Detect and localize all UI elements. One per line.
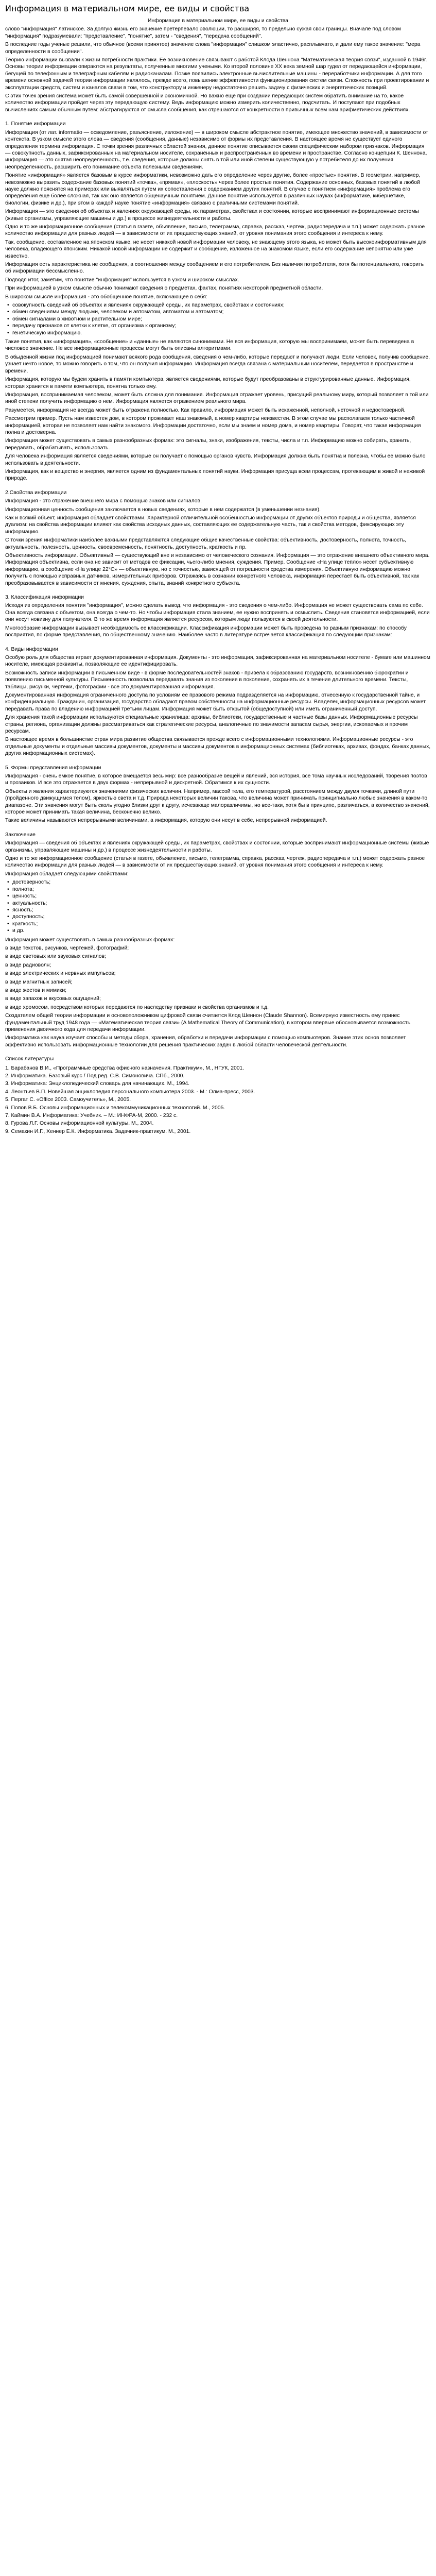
paragraph: Объективность информации. Объективный — существующий вне и независимо от человеческого сознания. Информация — это отражение внешнего объективного мира. Информация объективна, если она не зависит от методов ее фиксации, чьего-либо мнения, суждения. Пример. Сообщение «На улице тепло» несет субъективную информацию, а сообщение «На улице 22°С» — объективную, но с точностью, зависящей от погрешности средства измерения. Объективную информацию можно получить с помощью исправных датчиков, измерительных приборов. Отражаясь в сознании конкретного человека, информация перестает быть объективной, так как преобразовывается в зависимости от мнения, суждения, опыта, знаний конкретного субъекта. (5, 553, 430, 586)
list-item: • актуальность; (13, 900, 431, 907)
intro-section (5, 26, 431, 113)
section-heading: 4. Виды информации (5, 646, 58, 652)
paragraph: Для человека информация является сведениями, которые он получает с помощью органов чувств. Информация должна быть понятна и полезна, чтобы ее можно было использовать в деятельности. (5, 453, 426, 466)
paragraph: Как и всякий объект, информация обладает свойствами. Характерной отличительной особенностью информации от других объектов природы и общества, является дуализм: на свойства информации влияют как свойства исходных данных, составляющих ее содержательную часть, так и свойства методов, фиксирующих эту информацию. (5, 515, 416, 535)
paragraph: Возможность записи информации в письменном виде - в форме последовательностей знаков - привела к образованию государств, возникновению бюрократии и появлению письменной культуры. Письменность позволила передавать знания из поколения в поколение, сохранять их в течение длительного времени. Тексты, таблицы, рисунки, чертежи, фотографии - все это документированная информация. (5, 670, 409, 690)
list-item: • ясность; (13, 907, 431, 913)
paragraph: Документированная информация ограниченного доступа по условиям ее правового режима подразделяется на информацию, отнесенную к государственной тайне, и конфиденциальную. Гражданин, организация, государство обладают правом собственности на информационные ресурсы. Владелец информационных ресурсов может передавать права по владению информацией третьим лицам. Информация может быть открытой (общедоступной) или иметь ограниченный доступ. (5, 692, 426, 712)
paragraph: в виде радиоволн; (5, 962, 51, 968)
paragraph: в виде жестов и мимики; (5, 987, 67, 993)
section-properties (5, 489, 431, 587)
section-heading: 1. Понятие информации (5, 121, 66, 127)
paragraph: Информация может существовать в самых разнообразных формах: (5, 937, 175, 943)
paragraph: Одно и то же информационное сообщение (статья в газете, объявление, письмо, телеграмма, справка, рассказ, чертеж, радиопередача и т.п.) может содержать разное количество информации для разных людей — в зависимости от их предшествующих знаний, от уровня понимания этого сообщения и интереса к нему. (5, 856, 425, 869)
section-heading: 2.Свойства информации (5, 489, 67, 496)
reference-item: 6. Попов В.Б. Основы информационных и телекоммуникационных технологий. М., 2005. (5, 1105, 225, 1111)
list-item: • краткость; (13, 921, 431, 927)
section-concept (5, 121, 431, 482)
paragraph: Многообразие информации вызывает необходимость ее классификации. Классификация информации может быть проведена по разным признакам: по способу восприятия, по форме представления, по общественному значению. Наиболее часто в литературе встречается классификация по следующим признакам: (5, 625, 407, 638)
list-item: • ценность; (13, 893, 431, 900)
references-list (5, 1065, 431, 1136)
list-item: • совокупность сведений об объектах и явлениях окружающей среды, их параметрах, свойствах и состояниях; (13, 302, 431, 309)
paragraph: Подводя итог, заметим, что понятие "информация" используется в узком и широком смыслах. (5, 277, 239, 283)
list-item: • обмен сигналами в животном и растительном мире; (13, 316, 431, 323)
concept-list (5, 302, 431, 336)
reference-item: 7. Каймин В.А. Информатика: Учебник. – М.: ИНФРА-М, 2000. - 232 с. (5, 1113, 178, 1119)
list-item: • доступность; (13, 913, 431, 920)
paragraph: в виде магнитных записей; (5, 979, 73, 985)
paragraph: Информация обладает следующими свойствами: (5, 871, 129, 877)
section-types (5, 646, 431, 757)
paragraph: Информация, воспринимаемая человеком, может быть сложна для понимания. Информация отражает уровень, присущий реальному миру, который позволяет в той или иной степени получить информацию о нем. Информация является отражением реального мира. (5, 392, 429, 405)
paragraph: Исходя из определения понятия "информация", можно сделать вывод, что информация - это сведения о чем-либо. Информация не может существовать сама по себе. Она всегда связана с объектом, она всегда о чем-то. Но чтобы информация стала знанием, ее нужно воспринять и осмыслить. Сведения становятся информацией, если они несут новизну для получателя. В то же время информация является ресурсом, которым люди пользуются в своей деятельности. (5, 603, 430, 623)
paragraph: Разумеется, информация не всегда может быть отражена полностью. Как правило, информация может быть искаженной, неполной, неточной и недостоверной. (5, 407, 406, 413)
intro-paragraph: слово "информация" латинское. За долгую жизнь его значение претерпевало эволюции, то расширяя, то предельно сужая свои границы. Вначале под словом "информация" подразумевали: "представление", "понятие", затем - "сведения", "передача сообщений". (5, 26, 401, 39)
paragraph: Такие величины называются непрерывными величинами, а информация, которую они несут в себе, непрерывной информацией. (5, 818, 327, 824)
paragraph: Информация - очень емкое понятие, в которое вмещается весь мир: все разнообразие вещей и явлений, вся история, все тома научных исследований, творения поэтов и прозаиков. И все это отражается в двух формах - непрерывной и дискретной. Обратимся к их сущности. (5, 773, 427, 786)
paragraph: в виде световых или звуковых сигналов; (5, 954, 106, 960)
section-references (5, 1056, 431, 1135)
paragraph: Такие понятия, как «информация», «сообщение» и «данные» не являются синонимами. Не вся информация, которую мы воспринимаем, может быть переведена в числовое значение. Не все информационные процессы могут быть описаны алгоритмами. (5, 339, 414, 352)
reference-item: 1. Барабанов В.И., «Программные средства офисного назначения. Практикум», М., НГУК, 2001. (5, 1065, 245, 1071)
paragraph: в виде хромосом, посредством которых передаются по наследству признаки и свойства организмов и т.д. (5, 1004, 269, 1010)
paragraph: Для хранения такой информации используются специальные хранилища: архивы, библиотеки, государственные и частные базы данных. Информационные ресурсы страны, региона, организации должны рассматриваться как стратегические ресурсы, аналогичные по значимости запасам сырья, энергии, ископаемых и прочим ресурсам. (5, 715, 418, 734)
reference-item: 3. Информатика: Энциклопедический словарь для начинающих. М., 1994. (5, 1081, 190, 1087)
paragraph: При информацией в узком смысле обычно понимают сведения о предметах, фактах, понятиях некоторой предметной области. (5, 285, 323, 292)
reference-item: 2. Информатика. Базовый курс / Под ред. С.В. Симоновича. СПб., 2000. (5, 1073, 185, 1079)
list-item: • генетическую информацию. (13, 330, 431, 336)
paragraph: Особую роль для общества играет документированная информация. Документы - это информация, зафиксированная на материальном носителе - бумаге или машинном носителе, имеющая реквизиты, позволяющие ее идентифицировать. (5, 654, 430, 668)
paragraph: Информация есть характеристика не сообщения, а соотношения между сообщением и его потребителем. Без наличия потребителя, хотя бы потенциального, говорить об информации бессмысленно. (5, 262, 424, 275)
reference-item: 8. Гурова Л.Г. Основы информационной культуры. М., 2004. (5, 1121, 154, 1127)
section-forms (5, 765, 431, 824)
document (0, 0, 436, 1146)
paragraph: Информация — сведения об объектах и явлениях окружающей среды, их параметрах, свойствах и состоянии, которые воспринимают информационные системы (живые организмы, управляющие машины и др.) в процессе жизнедеятельности и работы. (5, 840, 429, 853)
paragraph: В настоящее время в большинстве стран мира развитие общества связывается прежде всего с информационными технологиями. Информационные ресурсы - это отдельные документы и отдельные массивы документов, документы и массивы документов в информационных системах (библиотеках, архивах, фондах, банках данных, других информационных системах). (5, 737, 431, 757)
paragraph: Информация (от лат. informatio — осведомление, разъяснение, изложение) — в широком смысле абстрактное понятие, имеющее множество значений, в зависимости от контекста. В узком смысле этого слова — сведения (сообщения, данные) независимо от формы их представления. В настоящее время не существует единого определения термина информация. С точки зрения различных областей знания, данное понятие описывается своим специфическим набором признаков. Информация — совокупность данных, зафиксированных на материальном носителе, сохранённых и распространённых во времени и пространстве. Согласно концепции К. Шеннона, информация — это снятая неопределенность, т.е. сведения, которые должны снять в той или иной степени существующую у потребителя до их получения неопределенность, расширить его понимание объекта полезными сведениями. (5, 129, 428, 170)
list-item: • и др. (13, 927, 431, 934)
reference-item: 4. Леонтьев В.П. Новейшая энциклопедия персонального компьютера 2003. - М.: Олма-пресс, 2003. (5, 1089, 255, 1095)
paragraph: Информация - это отражение внешнего мира с помощью знаков или сигналов. (5, 498, 202, 504)
section-heading: Заключение (5, 832, 36, 838)
paragraph: Объекты и явления характеризуются значениями физических величин. Например, массой тела, его температурой, расстоянием между двумя точками, длиной пути (пройденного движущимся телом), яркостью света и т.д. Природа некоторых величин такова, что величина может принимать принципиально любые значения в каком-то диапазоне. Эти значения могут быть сколь угодно близки друг к другу, исчезающе малоразличимы, но все-таки, хотя бы в принципе, различаться, а количество значений, которое может принимать такая величина, бесконечно велико. (5, 788, 430, 816)
paragraph: В обыденной жизни под информацией понимают всякого рода сообщения, сведения о чем-либо, которые передают и получают люди. Если человек, получив сообщение, узнает нечто новое, то можно говорить о том, что он получил информацию. Информация всегда связана с материальным носителем, передается в пространстве и времени. (5, 354, 430, 374)
intro-paragraph: С этих точек зрения система может быть самой совершенной и экономичной. Но важно еще при создании передающих систем обратить внимание на то, какое количество информации пройдет через эту передающую систему. Ведь информацию можно измерить количественно, подсчитать. И поступают при подобных вычислениях самым обычным путем: абстрагируются от смысла сообщения, как отрешаются от конкретности в привычных всем нам арифметических действиях. (5, 93, 410, 113)
paragraph: С точки зрения информатики наиболее важными представляются следующие общие качественные свойства: объективность, достоверность, полнота, точность, актуальность, полезность, ценность, своевременность, понятность, доступность, краткость и пр. (5, 537, 406, 550)
paragraph: в виде электрических и нервных импульсов; (5, 971, 116, 977)
section-conclusion (5, 832, 431, 1048)
section-heading: 3. Классификация информации (5, 595, 84, 601)
paragraph: Так, сообщение, составленное на японском языке, не несет никакой новой информации человеку, не знающему этого языка, но может быть высокоинформативным для человека, владеющего японским. Никакой новой информации не содержит и сообщение, изложенное на знакомом языке, если его содержание непонятно или уже известно. (5, 239, 427, 259)
subtitle: Информация в материальном мире, ее виды и свойства (148, 18, 288, 24)
reference-item: 5. Пергат С. «Office 2003. Самоучитель», М., 2005. (5, 1097, 131, 1103)
properties-list (5, 879, 431, 934)
intro-paragraph: В последние годы ученые решили, что обычное (всеми принятое) значение слова "информация" слишком эластично, расплывчато, и дали ему такое значение: "мера определенности в сообщении". (5, 42, 421, 55)
paragraph: Одно и то же информационное сообщение (статья в газете, объявление, письмо, телеграмма, справка, рассказ, чертеж, радиопередача и т.п.) может содержать разное количество информации для разных людей — в зависимости от их предшествующих знаний, от уровня понимания этого сообщения и интереса к нему. (5, 224, 425, 237)
section-heading: Список литературы (5, 1056, 54, 1062)
list-item: • достоверность; (13, 879, 431, 886)
paragraph: Информация — это сведения об объектах и явлениях окружающей среды, их параметрах, свойствах и состоянии, которые воспринимают информационные системы (живые организмы, управляющие машины и др.) в процессе жизнедеятельности и работы. (5, 209, 419, 222)
page-title: Информация в материальном мире, ее виды и свойства (5, 4, 250, 13)
paragraph: в виде запахов и вкусовых ощущений; (5, 996, 101, 1002)
paragraph: Понятие «информация» является базовым в курсе информатики, невозможно дать его определение через другие, более «простые» понятия. В геометрии, например, невозможно выразить содержание базовых понятий «точка», «прямая», «плоскость» через более простые понятия. Содержание основных, базовых понятий в любой науке должно пояснятся на примерах или выявляться путем их сопоставления с содержанием других понятий. В случае с понятием «информация» проблема его определения еще более сложная, так как оно является общенаучным понятием. Данное понятие используется в различных науках (информатике, кибернетике, биологии, физике и др.), при этом в каждой науке понятие «информация» связано с различными системами понятий. (5, 173, 421, 206)
list-item: • полнота; (13, 886, 431, 893)
paragraph: в виде текстов, рисунков, чертежей, фотографий; (5, 945, 129, 951)
paragraph: Информационная ценность сообщения заключается в новых сведениях, которые в нем содержатся (в уменьшении незнания). (5, 506, 321, 513)
paragraph: Информатика как наука изучает способы и методы сбора, хранения, обработки и передачи информации с помощью компьютеров. Знание этих основ позволяет эффективно использовать информационные технологии для решения практических задач в любой области человеческой деятельности. (5, 1035, 406, 1048)
section-classification (5, 594, 431, 638)
section-heading: 5. Формы представления информации (5, 765, 101, 771)
paragraph: В широком смысле информация - это обобщенное понятие, включающее в себя: (5, 294, 207, 300)
list-item: • передачу признаков от клетки к клетке, от организма к организму; (13, 323, 431, 329)
paragraph: Рассмотрим пример. Пусть нам известен дом, в котором проживает наш знакомый, а номер квартиры неизвестен. В этом случае мы располагаем только частичной информацией, которая не позволяет нам найти знакомого. Информации достаточно, если мы знаем и номер дома, и номер квартиры. Говорят, что такая информация полна и достоверна. (5, 416, 421, 435)
list-item: • обмен сведениями между людьми, человеком и автоматом, автоматом и автоматом; (13, 309, 431, 315)
paragraph: Информация, как и вещество и энергия, является одним из фундаментальных понятий науки. Информация присуща всем процессам, протекающим в живой и неживой природе. (5, 468, 425, 482)
intro-paragraph: Теорию информации вызвали к жизни потребности практики. Ее возникновение связывают с работой Клода Шеннона "Математическая теория связи", изданной в 1946г. Основы теории информации опираются на результаты, полученные многими учеными. Ко второй половине XX века земной шар гудел от передающейся информации, бегущей по телефонным и телеграфным кабелям и радиоканалам. Позже появились электронные вычислительные машины - переработчики информации. А для того времени основной задачей теории информации являлось, прежде всего, повышение эффективности функционирования систем связи. Сложность при проектировании и эксплуатации средств, систем и каналов связи в том, что конструктору и инженеру недостаточно решить задачу с физических и энергетических позиций. (5, 57, 429, 91)
paragraph: Создателем общей теории информации и основоположником цифровой связи считается Клод Шеннон (Claude Shannon). Всемирную известность ему принес фундаментальный труд 1948 года — «Математическая теория связи» (A Mathematical Theory of Communication), в котором впервые обосновывается возможность применения двоичного кода для передачи информации. (5, 1013, 411, 1032)
paragraph: Информация может существовать в самых разнообразных формах: это сигналы, знаки, изображения, тексты, числа и т.п. Информацию можно собирать, хранить, передавать, обрабатывать, использовать. (5, 438, 411, 451)
reference-item: 9. Семакин И.Г., Хеннер Е.К. Информатика. Задачник-практикум. М., 2001. (5, 1128, 191, 1134)
paragraph: Информация, которую мы будем хранить в памяти компьютера, является сведениями, которые будут преобразованы в структурированные данные. Информация, которая хранится в памяти компьютера, понятна только ему. (5, 377, 411, 389)
